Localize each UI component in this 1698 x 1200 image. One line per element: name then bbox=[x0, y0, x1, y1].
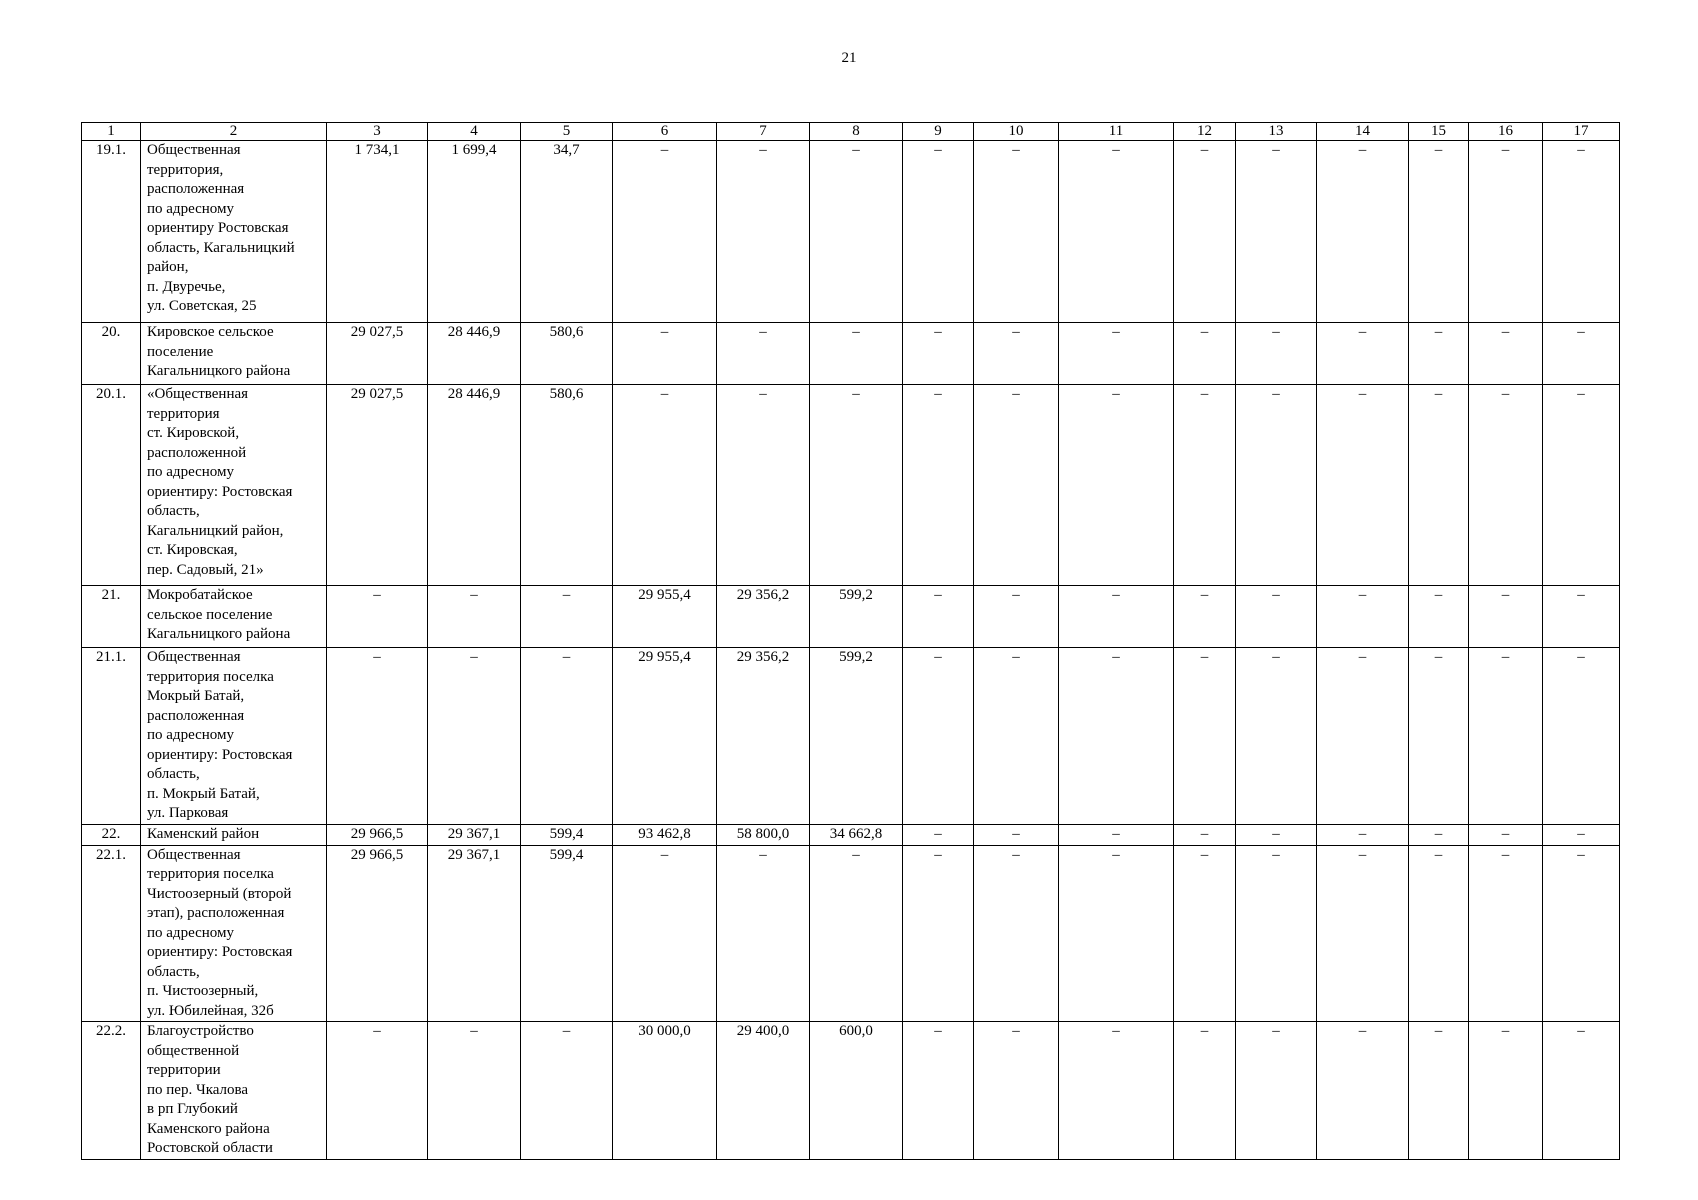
value-cell: – bbox=[1317, 824, 1409, 845]
object-name-line: район, bbox=[147, 259, 189, 275]
row-number: 21. bbox=[82, 586, 141, 648]
object-name-line: Кировское сельское bbox=[147, 324, 274, 340]
value-cell: – bbox=[1469, 141, 1543, 323]
value-cell: 29 966,5 bbox=[327, 824, 428, 845]
value-cell: – bbox=[717, 845, 810, 1022]
value-cell: 29 955,4 bbox=[613, 586, 717, 648]
value-cell: – bbox=[974, 323, 1059, 385]
object-name-line: Общественная bbox=[147, 649, 241, 665]
object-name-line: ориентиру: Ростовская bbox=[147, 746, 293, 763]
object-name-line: Кагальницкого района bbox=[147, 626, 291, 642]
value-cell: 599,2 bbox=[810, 648, 903, 825]
value-cell: – bbox=[1543, 141, 1620, 323]
value-cell: – bbox=[974, 385, 1059, 586]
value-cell: 29 356,2 bbox=[717, 648, 810, 825]
value-cell: – bbox=[974, 141, 1059, 323]
value-cell: – bbox=[1236, 1022, 1317, 1160]
value-cell: 599,4 bbox=[521, 824, 613, 845]
value-cell: – bbox=[1409, 845, 1469, 1022]
value-cell: – bbox=[1409, 323, 1469, 385]
value-cell: – bbox=[521, 648, 613, 825]
object-name-line: расположенной bbox=[147, 444, 247, 461]
object-name bbox=[141, 648, 327, 825]
value-cell: – bbox=[1059, 1022, 1174, 1160]
value-cell: – bbox=[1317, 586, 1409, 648]
object-name-line: территория поселка bbox=[147, 668, 274, 685]
value-cell: – bbox=[327, 648, 428, 825]
value-cell: – bbox=[1174, 323, 1236, 385]
value-cell: – bbox=[1317, 845, 1409, 1022]
value-cell: 29 356,2 bbox=[717, 586, 810, 648]
column-number: 16 bbox=[1469, 123, 1543, 141]
value-cell: 29 966,5 bbox=[327, 845, 428, 1022]
object-name-line: расположенная bbox=[147, 181, 245, 197]
object-name-line: «Общественная bbox=[147, 386, 249, 402]
table-row bbox=[82, 648, 1620, 825]
value-cell: – bbox=[903, 586, 974, 648]
column-number: 14 bbox=[1317, 123, 1409, 141]
value-cell: – bbox=[613, 845, 717, 1022]
object-name-line: Чистоозерный (второй bbox=[147, 885, 292, 902]
column-number: 8 bbox=[810, 123, 903, 141]
column-number: 12 bbox=[1174, 123, 1236, 141]
row-number: 20.1. bbox=[82, 385, 141, 586]
value-cell: – bbox=[810, 323, 903, 385]
value-cell: 58 800,0 bbox=[717, 824, 810, 845]
table-row bbox=[82, 824, 1620, 845]
value-cell: – bbox=[903, 1022, 974, 1160]
table-row bbox=[82, 385, 1620, 586]
value-cell: – bbox=[428, 1022, 521, 1160]
object-name-line: п. Двуречье, bbox=[147, 278, 226, 295]
value-cell: – bbox=[903, 323, 974, 385]
value-cell: – bbox=[1469, 648, 1543, 825]
value-cell: – bbox=[613, 385, 717, 586]
table-row bbox=[82, 323, 1620, 385]
value-cell: – bbox=[1059, 845, 1174, 1022]
object-name bbox=[141, 1022, 327, 1160]
value-cell: – bbox=[1543, 845, 1620, 1022]
value-cell: – bbox=[1317, 323, 1409, 385]
value-cell: – bbox=[1543, 1022, 1620, 1160]
value-cell: – bbox=[903, 648, 974, 825]
value-cell: – bbox=[1059, 141, 1174, 323]
page-number: 21 bbox=[841, 50, 857, 66]
object-name-line: общественной bbox=[147, 1042, 240, 1059]
object-name-line: п. Чистоозерный, bbox=[147, 983, 259, 999]
table-row bbox=[82, 141, 1620, 323]
column-number: 15 bbox=[1409, 123, 1469, 141]
row-number: 21.1. bbox=[82, 648, 141, 825]
value-cell: – bbox=[1317, 385, 1409, 586]
value-cell: – bbox=[1174, 648, 1236, 825]
value-cell: – bbox=[1409, 385, 1469, 586]
object-name-line: этап), расположенная bbox=[147, 905, 285, 921]
value-cell: – bbox=[1543, 323, 1620, 385]
column-number: 6 bbox=[613, 123, 717, 141]
value-cell: – bbox=[974, 586, 1059, 648]
row-number: 22.1. bbox=[82, 845, 141, 1022]
row-number: 19.1. bbox=[82, 141, 141, 323]
object-name-line: ст. Кировская, bbox=[147, 542, 238, 558]
value-cell: – bbox=[1059, 323, 1174, 385]
value-cell: – bbox=[1174, 824, 1236, 845]
object-name-line: по адресному bbox=[147, 200, 234, 217]
object-name-line: ст. Кировской, bbox=[147, 425, 240, 441]
value-cell: – bbox=[613, 141, 717, 323]
value-cell: – bbox=[1543, 824, 1620, 845]
value-cell: – bbox=[1059, 586, 1174, 648]
object-name-line: Общественная bbox=[147, 846, 241, 863]
object-name-line: территория поселка bbox=[147, 866, 274, 882]
object-name-line: п. Мокрый Батай, bbox=[147, 785, 260, 802]
object-name-line: ул. Советская, 25 bbox=[147, 298, 257, 314]
value-cell: – bbox=[903, 845, 974, 1022]
object-name bbox=[141, 845, 327, 1022]
value-cell: 30 000,0 bbox=[613, 1022, 717, 1160]
object-name-line: область, Кагальницкий bbox=[147, 239, 295, 256]
value-cell: – bbox=[974, 845, 1059, 1022]
value-cell: – bbox=[974, 824, 1059, 845]
object-name-line: область, bbox=[147, 503, 200, 519]
budget-table bbox=[81, 122, 1620, 1160]
column-number: 10 bbox=[974, 123, 1059, 141]
value-cell: – bbox=[428, 648, 521, 825]
object-name bbox=[141, 824, 327, 845]
value-cell: – bbox=[327, 586, 428, 648]
value-cell: – bbox=[1059, 824, 1174, 845]
column-number: 3 bbox=[327, 123, 428, 141]
value-cell: 29 367,1 bbox=[428, 824, 521, 845]
value-cell: – bbox=[1469, 845, 1543, 1022]
value-cell: – bbox=[521, 1022, 613, 1160]
object-name-line: Общественная bbox=[147, 142, 241, 158]
value-cell: – bbox=[1236, 323, 1317, 385]
object-name-line: в рп Глубокий bbox=[147, 1101, 238, 1117]
object-name-line: расположенная bbox=[147, 707, 245, 724]
value-cell: – bbox=[717, 323, 810, 385]
object-name-line: ул. Юбилейная, 32б bbox=[147, 1002, 274, 1019]
value-cell: – bbox=[1174, 385, 1236, 586]
object-name-line: по адресному bbox=[147, 464, 234, 480]
column-number: 1 bbox=[82, 123, 141, 141]
value-cell: 580,6 bbox=[521, 323, 613, 385]
value-cell: – bbox=[1236, 141, 1317, 323]
value-cell: – bbox=[1059, 648, 1174, 825]
value-cell: – bbox=[1317, 648, 1409, 825]
value-cell: – bbox=[521, 586, 613, 648]
value-cell: 1 699,4 bbox=[428, 141, 521, 323]
value-cell: – bbox=[1174, 141, 1236, 323]
value-cell: – bbox=[1236, 845, 1317, 1022]
value-cell: – bbox=[1236, 385, 1317, 586]
value-cell: – bbox=[903, 141, 974, 323]
value-cell: – bbox=[1174, 1022, 1236, 1160]
column-number: 7 bbox=[717, 123, 810, 141]
value-cell: – bbox=[1236, 824, 1317, 845]
value-cell: – bbox=[1236, 586, 1317, 648]
value-cell: – bbox=[1174, 845, 1236, 1022]
object-name-line: пер. Садовый, 21» bbox=[147, 561, 264, 578]
value-cell: 29 027,5 bbox=[327, 385, 428, 586]
value-cell: 34 662,8 bbox=[810, 824, 903, 845]
value-cell: – bbox=[327, 1022, 428, 1160]
object-name-line: Мокробатайское bbox=[147, 587, 253, 603]
column-number: 17 bbox=[1543, 123, 1620, 141]
object-name-line: область, bbox=[147, 963, 200, 980]
object-name-line: поселение bbox=[147, 343, 214, 360]
value-cell: – bbox=[1469, 586, 1543, 648]
object-name-line: Мокрый Батай, bbox=[147, 688, 245, 704]
object-name-line: территории bbox=[147, 1062, 221, 1078]
value-cell: – bbox=[810, 141, 903, 323]
object-name-line: Благоустройство bbox=[147, 1023, 254, 1039]
table-row bbox=[82, 1022, 1620, 1160]
value-cell: – bbox=[810, 385, 903, 586]
value-cell: 580,6 bbox=[521, 385, 613, 586]
value-cell: – bbox=[1409, 1022, 1469, 1160]
value-cell: – bbox=[903, 385, 974, 586]
value-cell: 29 955,4 bbox=[613, 648, 717, 825]
value-cell: – bbox=[613, 323, 717, 385]
column-number: 2 bbox=[141, 123, 327, 141]
value-cell: – bbox=[1469, 385, 1543, 586]
object-name-line: по адресному bbox=[147, 924, 234, 941]
value-cell: – bbox=[1409, 586, 1469, 648]
object-name bbox=[141, 385, 327, 586]
column-number-row bbox=[82, 123, 1620, 141]
value-cell: 1 734,1 bbox=[327, 141, 428, 323]
row-number: 22. bbox=[82, 824, 141, 845]
object-name-line: по адресному bbox=[147, 727, 234, 743]
object-name-line: Кагальницкий район, bbox=[147, 522, 284, 539]
value-cell: – bbox=[1543, 385, 1620, 586]
column-number: 4 bbox=[428, 123, 521, 141]
value-cell: – bbox=[1409, 648, 1469, 825]
value-cell: – bbox=[1174, 586, 1236, 648]
value-cell: – bbox=[1469, 323, 1543, 385]
value-cell: 28 446,9 bbox=[428, 385, 521, 586]
table-row bbox=[82, 586, 1620, 648]
value-cell: – bbox=[1469, 824, 1543, 845]
value-cell: – bbox=[1059, 385, 1174, 586]
column-number: 11 bbox=[1059, 123, 1174, 141]
value-cell: 34,7 bbox=[521, 141, 613, 323]
value-cell: – bbox=[903, 824, 974, 845]
object-name bbox=[141, 586, 327, 648]
value-cell: – bbox=[717, 385, 810, 586]
value-cell: – bbox=[974, 648, 1059, 825]
object-name-line: Каменский район bbox=[147, 825, 260, 842]
column-number: 13 bbox=[1236, 123, 1317, 141]
object-name-line: по пер. Чкалова bbox=[147, 1081, 249, 1098]
object-name-line: Ростовской области bbox=[147, 1140, 273, 1156]
object-name-line: ул. Парковая bbox=[147, 805, 229, 821]
value-cell: – bbox=[1409, 824, 1469, 845]
value-cell: 29 400,0 bbox=[717, 1022, 810, 1160]
value-cell: – bbox=[1236, 648, 1317, 825]
value-cell: 28 446,9 bbox=[428, 323, 521, 385]
value-cell: – bbox=[1317, 1022, 1409, 1160]
object-name-line: ориентиру Ростовская bbox=[147, 220, 289, 236]
column-number: 5 bbox=[521, 123, 613, 141]
object-name bbox=[141, 323, 327, 385]
value-cell: – bbox=[428, 586, 521, 648]
row-number: 22.2. bbox=[82, 1022, 141, 1160]
object-name-line: Каменского района bbox=[147, 1120, 270, 1137]
object-name-line: ориентиру: Ростовская bbox=[147, 483, 293, 500]
value-cell: – bbox=[1543, 586, 1620, 648]
table-row bbox=[82, 845, 1620, 1022]
row-number: 20. bbox=[82, 323, 141, 385]
object-name-line: сельское поселение bbox=[147, 606, 273, 623]
value-cell: 600,0 bbox=[810, 1022, 903, 1160]
value-cell: 93 462,8 bbox=[613, 824, 717, 845]
value-cell: 29 027,5 bbox=[327, 323, 428, 385]
object-name-line: ориентиру: Ростовская bbox=[147, 944, 293, 960]
value-cell: 599,4 bbox=[521, 845, 613, 1022]
value-cell: – bbox=[810, 845, 903, 1022]
table-body bbox=[82, 141, 1620, 1160]
value-cell: 29 367,1 bbox=[428, 845, 521, 1022]
value-cell: – bbox=[1317, 141, 1409, 323]
value-cell: – bbox=[1543, 648, 1620, 825]
object-name-line: область, bbox=[147, 766, 200, 782]
value-cell: – bbox=[974, 1022, 1059, 1160]
object-name-line: территория bbox=[147, 405, 220, 422]
value-cell: – bbox=[1409, 141, 1469, 323]
object-name-line: территория, bbox=[147, 161, 224, 178]
value-cell: – bbox=[1469, 1022, 1543, 1160]
value-cell: – bbox=[717, 141, 810, 323]
value-cell: 599,2 bbox=[810, 586, 903, 648]
object-name-line: Кагальницкого района bbox=[147, 363, 291, 379]
column-number: 9 bbox=[903, 123, 974, 141]
object-name bbox=[141, 141, 327, 323]
